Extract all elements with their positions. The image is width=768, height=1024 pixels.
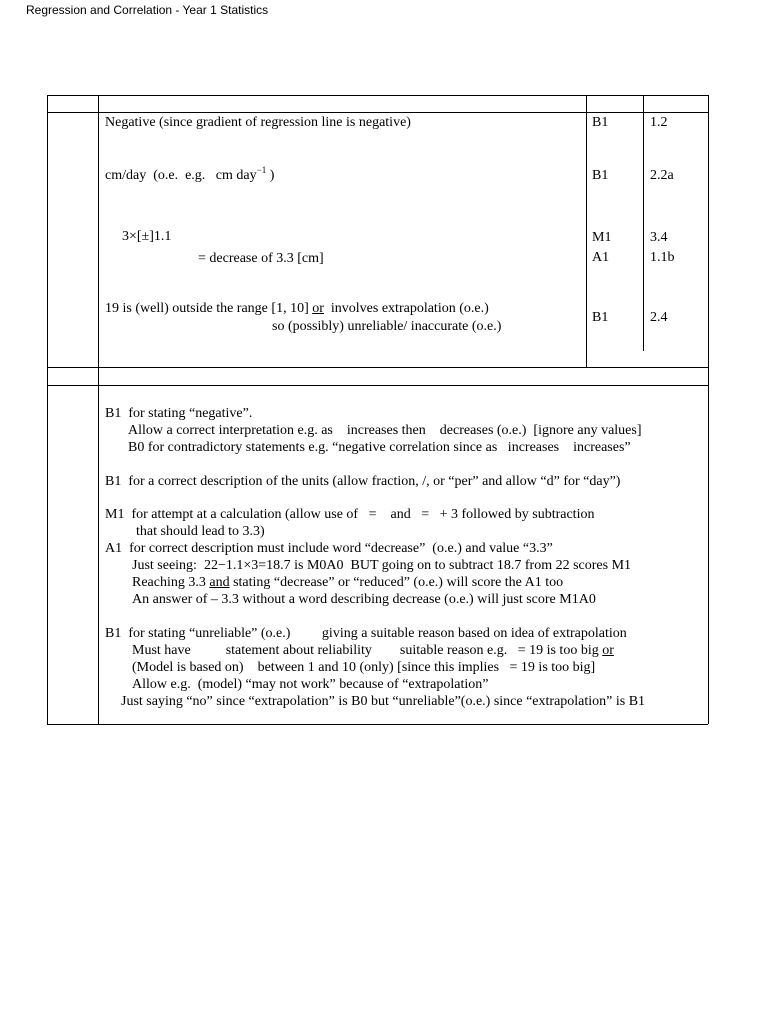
table-right-border <box>708 95 709 724</box>
note-line: Allow a correct interpretation e.g. as increases then decreases (o.e.) [ignore any values] <box>128 423 642 438</box>
ao-column-divider <box>643 95 644 351</box>
marks-column-divider <box>586 95 587 368</box>
note-line: Allow e.g. (model) “may not work” because of “extrapolation” <box>132 677 489 692</box>
answer-1-ao: 1.2 <box>650 115 668 130</box>
answer-1-text: Negative (since gradient of regression line is negative) <box>105 115 411 130</box>
note-line: B1 for stating “unreliable” (o.e.) giving a suitable reason based on idea of extrapolation <box>105 626 627 641</box>
answer-4-text: = decrease of 3.3 [cm] <box>198 251 324 266</box>
note-line: Reaching 3.3 and stating “decrease” or “reduced” (o.e.) will score the A1 too <box>132 575 564 590</box>
note-line: B1 for a correct description of the units (allow fraction, /, or “per” and allow “d” for “day”) <box>105 474 621 489</box>
page-header: Regression and Correlation - Year 1 Statistics <box>26 3 269 17</box>
spacer-row-bottom <box>47 385 708 386</box>
note-line: Just seeing: 22−1.1×3=18.7 is M0A0 BUT going on to subtract 18.7 from 22 scores M1 <box>132 558 632 573</box>
answer-2-mark: B1 <box>592 168 609 183</box>
header-row-divider <box>47 112 708 113</box>
answer-5-text: 19 is (well) outside the range [1, 10] or involves extrapolation (o.e.) <box>105 301 489 316</box>
table-bottom-border <box>47 724 708 725</box>
answer-1-mark: B1 <box>592 115 609 130</box>
note-line: that should lead to 3.3) <box>136 524 265 539</box>
note-line: Must have statement about reliability suitable reason e.g. = 19 is too big or <box>132 643 614 658</box>
answer-3-ao: 3.4 <box>650 230 668 245</box>
answer-2-ao: 2.2a <box>650 168 674 183</box>
answer-3-mark: M1 <box>592 230 612 245</box>
answer-4-mark: A1 <box>592 250 610 265</box>
answers-row-bottom <box>47 367 708 368</box>
note-line: An answer of – 3.3 without a word describing decrease (o.e.) will just score M1A0 <box>132 592 596 607</box>
note-line: B1 for stating “negative”. <box>105 406 253 421</box>
note-line: B0 for contradictory statements e.g. “negative correlation since as increases increases” <box>128 440 631 455</box>
note-line: (Model is based on) between 1 and 10 (only) [since this implies = 19 is too big] <box>132 660 596 675</box>
answer-4-ao: 1.1b <box>650 250 675 265</box>
answer-5-ao: 2.4 <box>650 310 668 325</box>
note-line: A1 for correct description must include word “decrease” (o.e.) and value “3.3” <box>105 541 553 556</box>
question-column-divider <box>98 95 99 724</box>
answer-5-mark: B1 <box>592 310 609 325</box>
table-left-border <box>47 95 48 724</box>
note-line: Just saying “no” since “extrapolation” is B0 but “unreliable”(o.e.) since “extrapolation” is B1 <box>121 694 646 709</box>
answer-3-text: 3×[±]1.1 <box>122 229 172 244</box>
table-top-border <box>47 95 708 96</box>
answer-5-text-line2: so (possibly) unreliable/ inaccurate (o.e.) <box>272 319 502 334</box>
note-line: M1 for attempt at a calculation (allow use of = and = + 3 followed by subtraction <box>105 507 595 522</box>
answer-2-text: cm/day (o.e. e.g. cm day$^{-1}$ ) <box>105 165 275 183</box>
